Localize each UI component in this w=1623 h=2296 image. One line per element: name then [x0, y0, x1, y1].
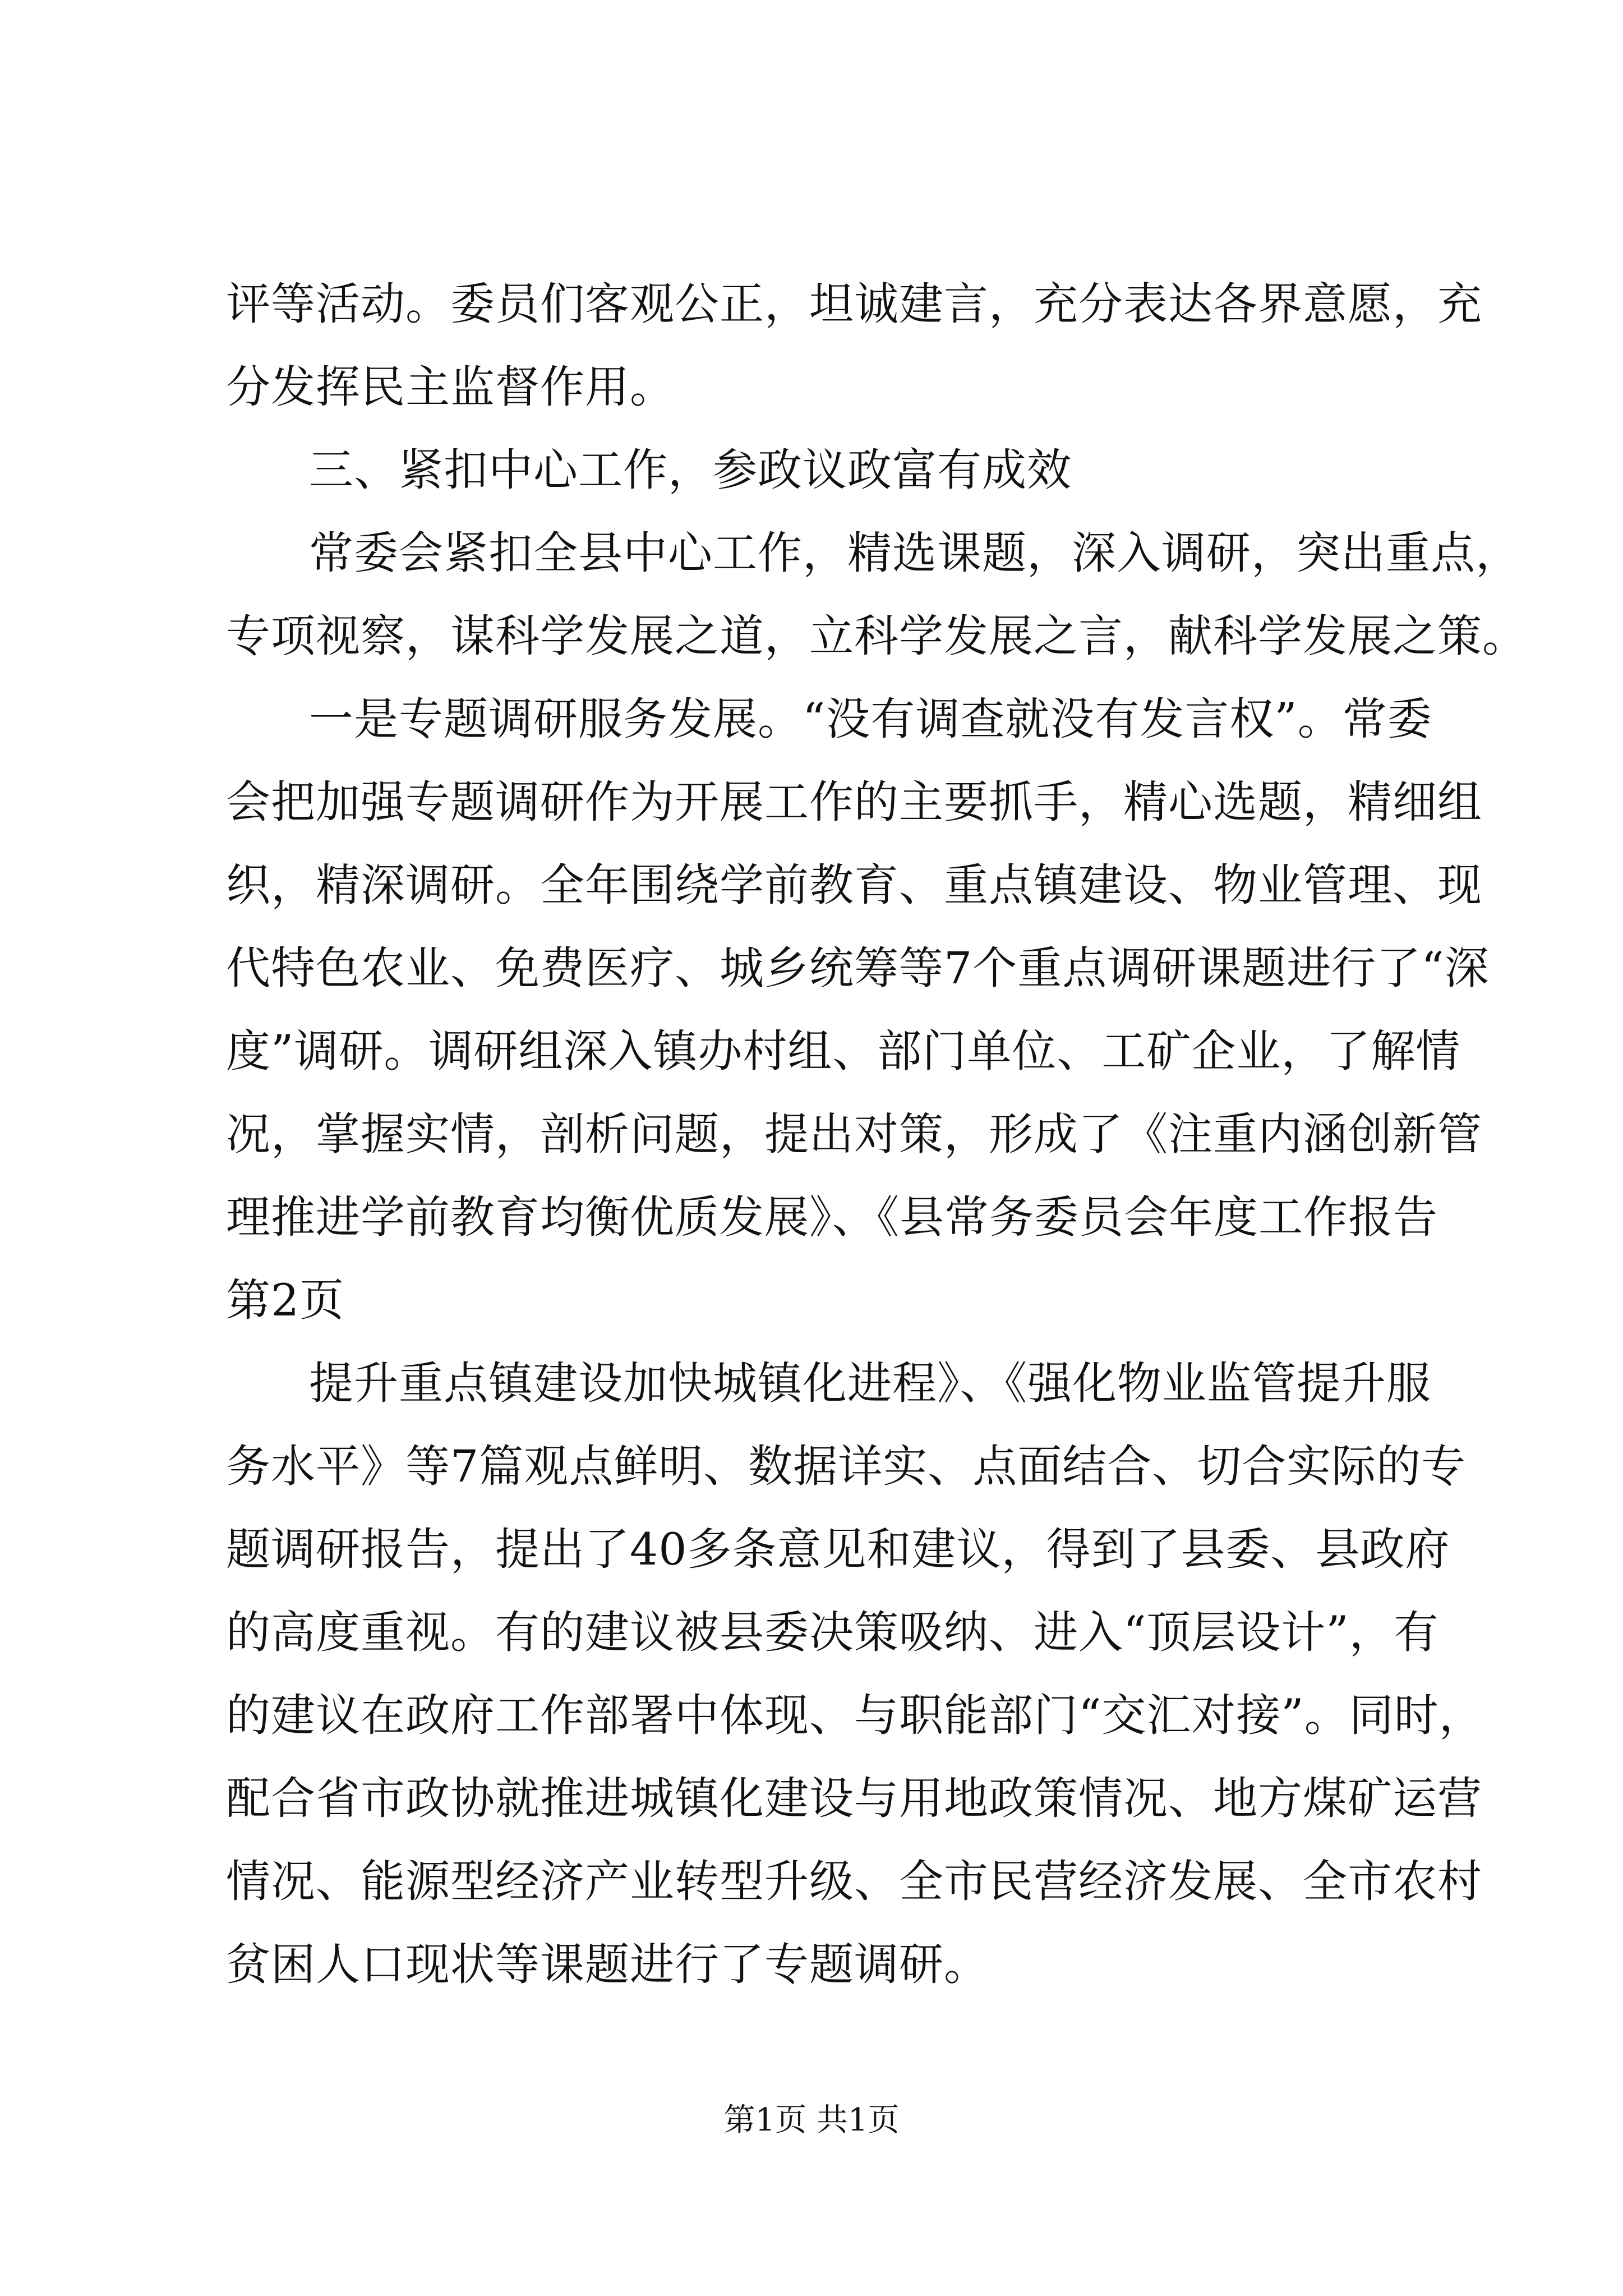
text-line: 一是专题调研服务发展。“没有调查就没有发言权”。常委: [309, 693, 1432, 745]
text-line: 度”调研。调研组深入镇办村组、部门单位、工矿企业，了解情: [226, 1025, 1461, 1077]
text-line: 提升重点镇建设加快城镇化进程》、《强化物业监管提升服: [309, 1358, 1431, 1409]
page-footer: 第1页 共1页: [723, 2102, 900, 2138]
text-line: 情况、能源型经济产业转型升级、全市民营经济发展、全市农村: [226, 1856, 1482, 1907]
text-line: 的建议在政府工作部署中体现、与职能部门“交汇对接”。同时，: [226, 1690, 1484, 1741]
text-line: 理推进学前教育均衡优质发展》、《县常务委员会年度工作报告: [226, 1191, 1438, 1243]
text-line: 分发挥民主监督作用。: [226, 361, 675, 413]
inline-page-marker: 第2页: [226, 1274, 345, 1326]
text-line: 的高度重视。有的建议被县委决策吸纳、进入“顶层设计”，有: [226, 1607, 1439, 1658]
text-line: 专项视察，谋科学发展之道，立科学发展之言，献科学发展之策。: [226, 610, 1527, 662]
text-line: 况，掌握实情，剖析问题，提出对策，形成了《注重内涵创新管: [226, 1108, 1482, 1160]
text-line: 评等活动。委员们客观公正，坦诚建言，充分表达各界意愿，充: [226, 278, 1482, 330]
text-line: 务水平》等7篇观点鲜明、数据详实、点面结合、切合实际的专: [226, 1441, 1467, 1492]
text-line: 题调研报告，提出了40多条意见和建议，得到了县委、县政府: [226, 1524, 1450, 1575]
document-body: [226, 263, 1527, 2006]
text-line: 常委会紧扣全县中心工作，精选课题，深入调研，突出重点，: [309, 527, 1520, 579]
text-line: 代特色农业、免费医疗、城乡统筹等7个重点调研课题进行了“深: [226, 942, 1490, 994]
text-line: 贫困人口现状等课题进行了专题调研。: [226, 1939, 989, 1990]
text-line: 配合省市政协就推进城镇化建设与用地政策情况、地方煤矿运营: [226, 1773, 1482, 1824]
section-heading: 三、紧扣中心工作，参政议政富有成效: [309, 444, 1072, 496]
text-line: 织，精深调研。全年围绕学前教育、重点镇建设、物业管理、现: [226, 859, 1482, 911]
text-line: 会把加强专题调研作为开展工作的主要抓手，精心选题，精细组: [226, 776, 1482, 828]
